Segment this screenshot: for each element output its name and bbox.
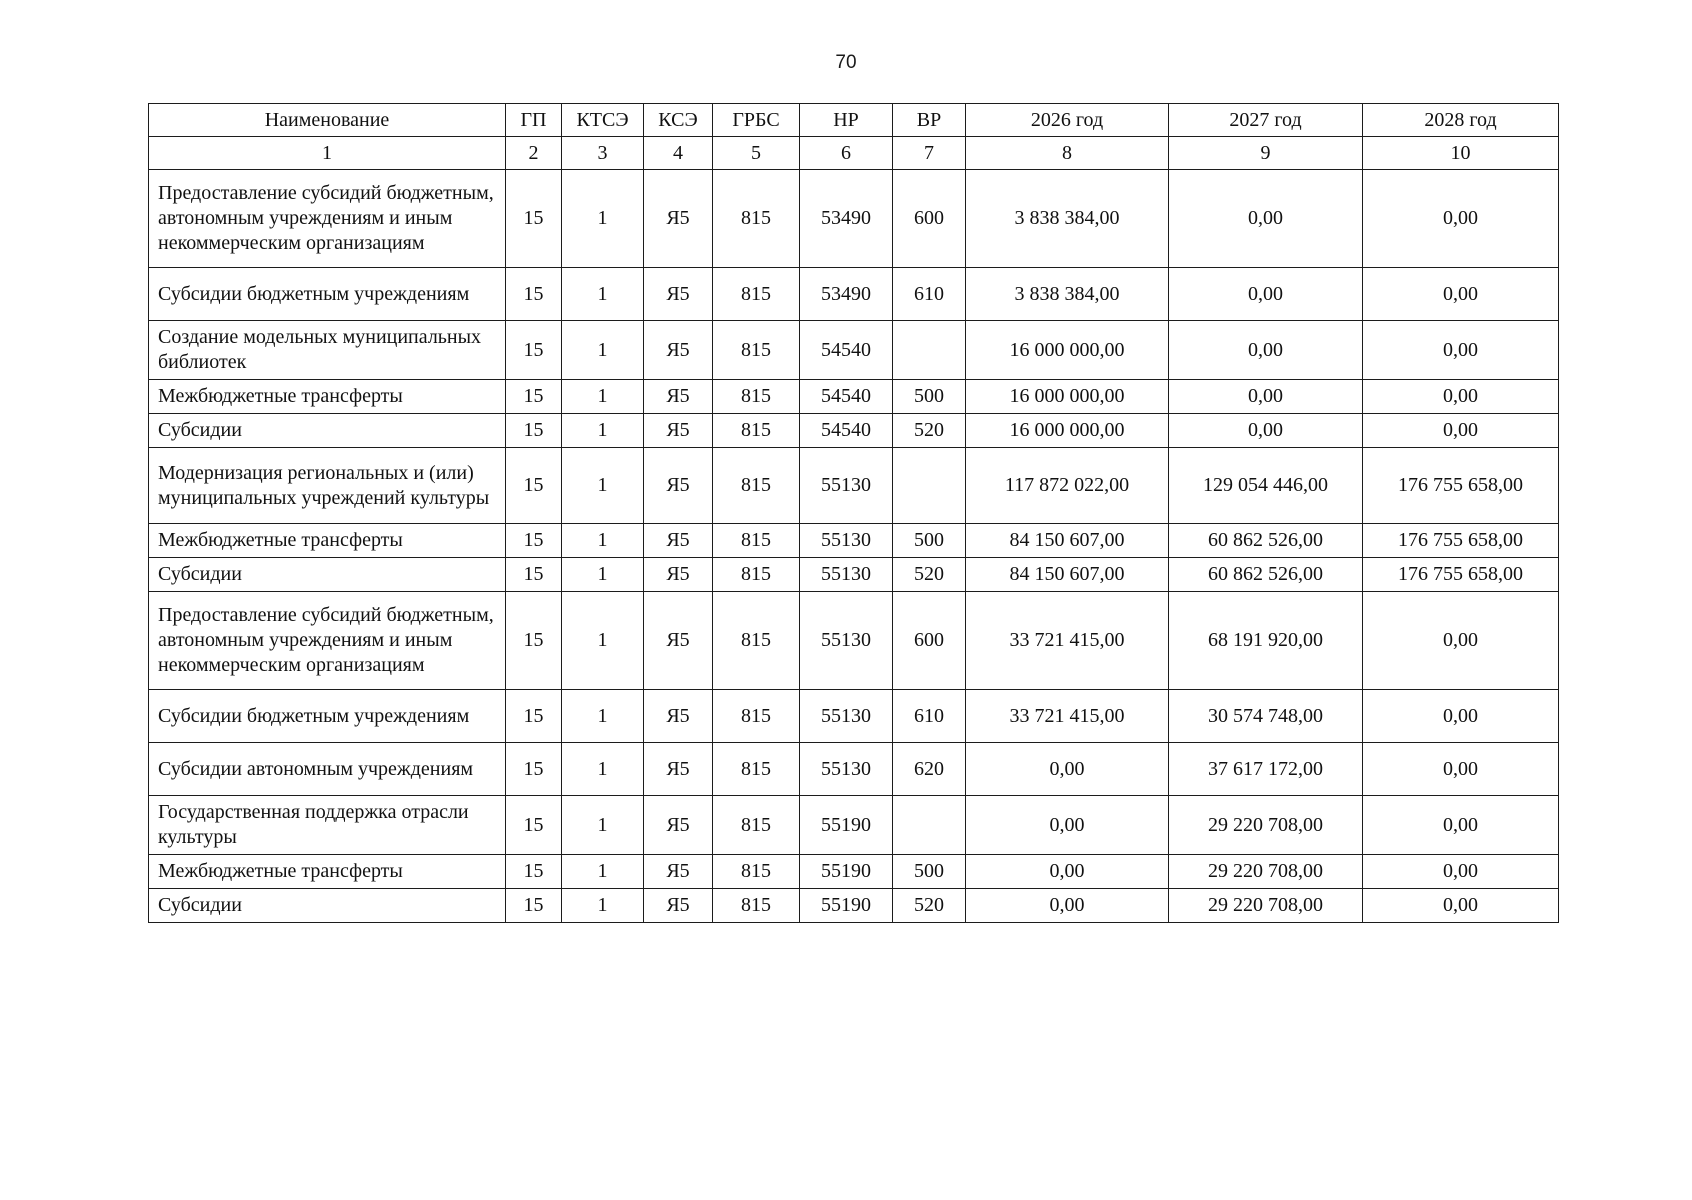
cell-2028: 176 755 658,00	[1363, 448, 1559, 524]
index-cell: 9	[1169, 137, 1363, 170]
cell-gp: 15	[506, 690, 562, 743]
cell-name: Субсидии	[149, 889, 506, 923]
cell-ktse: 1	[562, 690, 644, 743]
cell-grbs: 815	[713, 796, 800, 855]
cell-2028: 0,00	[1363, 592, 1559, 690]
cell-nr: 54540	[800, 380, 893, 414]
cell-ktse: 1	[562, 558, 644, 592]
table-header	[149, 104, 1559, 137]
cell-2028: 176 755 658,00	[1363, 558, 1559, 592]
header-cell-gp: ГП	[506, 104, 562, 137]
cell-name: Создание модельных муниципальных библиотек	[149, 321, 506, 380]
cell-kse: Я5	[644, 743, 713, 796]
cell-grbs: 815	[713, 592, 800, 690]
cell-2026: 3 838 384,00	[966, 170, 1169, 268]
cell-nr: 55190	[800, 796, 893, 855]
cell-2028: 0,00	[1363, 321, 1559, 380]
cell-nr: 55130	[800, 690, 893, 743]
cell-name: Предоставление субсидий бюджетным, автономным учреждениям и иным некоммерческим организациям	[149, 592, 506, 690]
table-row	[149, 592, 1559, 690]
cell-kse: Я5	[644, 268, 713, 321]
cell-gp: 15	[506, 524, 562, 558]
table-row	[149, 170, 1559, 268]
cell-2028: 0,00	[1363, 268, 1559, 321]
cell-2028: 0,00	[1363, 855, 1559, 889]
cell-2026: 16 000 000,00	[966, 414, 1169, 448]
cell-ktse: 1	[562, 889, 644, 923]
header-cell-grbs: ГРБС	[713, 104, 800, 137]
table-row	[149, 558, 1559, 592]
cell-gp: 15	[506, 268, 562, 321]
cell-kse: Я5	[644, 855, 713, 889]
cell-2028: 0,00	[1363, 380, 1559, 414]
cell-nr: 53490	[800, 268, 893, 321]
header-cell-2028: 2028 год	[1363, 104, 1559, 137]
cell-kse: Я5	[644, 524, 713, 558]
cell-nr: 55190	[800, 889, 893, 923]
index-cell: 4	[644, 137, 713, 170]
cell-ktse: 1	[562, 170, 644, 268]
cell-vr: 520	[893, 414, 966, 448]
cell-kse: Я5	[644, 889, 713, 923]
table-row	[149, 690, 1559, 743]
cell-kse: Я5	[644, 170, 713, 268]
cell-name: Субсидии бюджетным учреждениям	[149, 690, 506, 743]
index-cell: 2	[506, 137, 562, 170]
cell-vr: 500	[893, 380, 966, 414]
cell-grbs: 815	[713, 558, 800, 592]
page-number: 70	[835, 52, 857, 73]
cell-gp: 15	[506, 889, 562, 923]
cell-2027: 0,00	[1169, 380, 1363, 414]
cell-2028: 0,00	[1363, 170, 1559, 268]
cell-nr: 55130	[800, 448, 893, 524]
index-cell: 8	[966, 137, 1169, 170]
cell-2027: 29 220 708,00	[1169, 796, 1363, 855]
cell-kse: Я5	[644, 321, 713, 380]
cell-grbs: 815	[713, 380, 800, 414]
index-cell: 1	[149, 137, 506, 170]
cell-vr: 600	[893, 592, 966, 690]
column-index-row	[149, 137, 1559, 170]
cell-name: Субсидии	[149, 414, 506, 448]
cell-kse: Я5	[644, 592, 713, 690]
cell-gp: 15	[506, 448, 562, 524]
cell-nr: 54540	[800, 414, 893, 448]
index-cell: 3	[562, 137, 644, 170]
cell-2027: 29 220 708,00	[1169, 855, 1363, 889]
header-cell-2026: 2026 год	[966, 104, 1169, 137]
table-row	[149, 855, 1559, 889]
cell-grbs: 815	[713, 690, 800, 743]
cell-2027: 30 574 748,00	[1169, 690, 1363, 743]
cell-2026: 33 721 415,00	[966, 690, 1169, 743]
cell-ktse: 1	[562, 743, 644, 796]
cell-ktse: 1	[562, 855, 644, 889]
cell-vr: 600	[893, 170, 966, 268]
cell-2026: 3 838 384,00	[966, 268, 1169, 321]
cell-ktse: 1	[562, 592, 644, 690]
cell-nr: 55130	[800, 524, 893, 558]
cell-gp: 15	[506, 558, 562, 592]
cell-grbs: 815	[713, 889, 800, 923]
cell-nr: 54540	[800, 321, 893, 380]
cell-2027: 37 617 172,00	[1169, 743, 1363, 796]
cell-vr: 520	[893, 558, 966, 592]
cell-name: Межбюджетные трансферты	[149, 380, 506, 414]
cell-2026: 84 150 607,00	[966, 524, 1169, 558]
cell-2027: 29 220 708,00	[1169, 889, 1363, 923]
cell-grbs: 815	[713, 414, 800, 448]
cell-name: Межбюджетные трансферты	[149, 524, 506, 558]
cell-2028: 0,00	[1363, 743, 1559, 796]
cell-gp: 15	[506, 796, 562, 855]
index-cell: 5	[713, 137, 800, 170]
cell-vr	[893, 321, 966, 380]
table-row	[149, 321, 1559, 380]
table-row	[149, 796, 1559, 855]
header-cell-vr: ВР	[893, 104, 966, 137]
cell-ktse: 1	[562, 524, 644, 558]
cell-2028: 0,00	[1363, 690, 1559, 743]
cell-gp: 15	[506, 592, 562, 690]
cell-2027: 68 191 920,00	[1169, 592, 1363, 690]
cell-ktse: 1	[562, 380, 644, 414]
table-row	[149, 414, 1559, 448]
cell-name: Субсидии автономным учреждениям	[149, 743, 506, 796]
header-cell-name: Наименование	[149, 104, 506, 137]
cell-nr: 55190	[800, 855, 893, 889]
index-cell: 10	[1363, 137, 1559, 170]
cell-grbs: 815	[713, 321, 800, 380]
cell-gp: 15	[506, 170, 562, 268]
table-row	[149, 743, 1559, 796]
cell-2026: 84 150 607,00	[966, 558, 1169, 592]
cell-grbs: 815	[713, 170, 800, 268]
header-cell-nr: НР	[800, 104, 893, 137]
cell-name: Субсидии бюджетным учреждениям	[149, 268, 506, 321]
table-row	[149, 889, 1559, 923]
cell-kse: Я5	[644, 414, 713, 448]
cell-vr: 500	[893, 855, 966, 889]
cell-2026: 117 872 022,00	[966, 448, 1169, 524]
cell-name: Модернизация региональных и (или) муниципальных учреждений культуры	[149, 448, 506, 524]
budget-table	[148, 103, 1559, 923]
cell-vr	[893, 796, 966, 855]
cell-nr: 53490	[800, 170, 893, 268]
cell-2027: 0,00	[1169, 321, 1363, 380]
header-cell-ktse: КТСЭ	[562, 104, 644, 137]
cell-name: Государственная поддержка отрасли культуры	[149, 796, 506, 855]
cell-gp: 15	[506, 414, 562, 448]
table-row	[149, 380, 1559, 414]
cell-kse: Я5	[644, 558, 713, 592]
cell-grbs: 815	[713, 524, 800, 558]
cell-2026: 16 000 000,00	[966, 380, 1169, 414]
cell-grbs: 815	[713, 743, 800, 796]
cell-name: Межбюджетные трансферты	[149, 855, 506, 889]
cell-kse: Я5	[644, 796, 713, 855]
cell-2026: 0,00	[966, 743, 1169, 796]
cell-vr: 610	[893, 268, 966, 321]
cell-ktse: 1	[562, 414, 644, 448]
cell-2028: 0,00	[1363, 796, 1559, 855]
cell-2027: 129 054 446,00	[1169, 448, 1363, 524]
cell-nr: 55130	[800, 558, 893, 592]
cell-vr: 500	[893, 524, 966, 558]
table-row	[149, 268, 1559, 321]
cell-gp: 15	[506, 321, 562, 380]
cell-grbs: 815	[713, 268, 800, 321]
cell-2027: 0,00	[1169, 414, 1363, 448]
cell-2026: 0,00	[966, 889, 1169, 923]
cell-2028: 0,00	[1363, 889, 1559, 923]
header-cell-2027: 2027 год	[1169, 104, 1363, 137]
cell-2028: 176 755 658,00	[1363, 524, 1559, 558]
cell-2026: 0,00	[966, 855, 1169, 889]
cell-2027: 60 862 526,00	[1169, 524, 1363, 558]
cell-ktse: 1	[562, 268, 644, 321]
table-row	[149, 448, 1559, 524]
table-row	[149, 524, 1559, 558]
cell-2026: 33 721 415,00	[966, 592, 1169, 690]
cell-gp: 15	[506, 743, 562, 796]
cell-vr: 520	[893, 889, 966, 923]
cell-ktse: 1	[562, 796, 644, 855]
cell-ktse: 1	[562, 448, 644, 524]
cell-gp: 15	[506, 380, 562, 414]
cell-kse: Я5	[644, 448, 713, 524]
cell-kse: Я5	[644, 380, 713, 414]
cell-name: Предоставление субсидий бюджетным, автономным учреждениям и иным некоммерческим организациям	[149, 170, 506, 268]
cell-2027: 60 862 526,00	[1169, 558, 1363, 592]
cell-2027: 0,00	[1169, 170, 1363, 268]
cell-2026: 0,00	[966, 796, 1169, 855]
cell-gp: 15	[506, 855, 562, 889]
cell-grbs: 815	[713, 855, 800, 889]
cell-kse: Я5	[644, 690, 713, 743]
cell-2028: 0,00	[1363, 414, 1559, 448]
cell-ktse: 1	[562, 321, 644, 380]
table-body	[149, 137, 1559, 923]
header-cell-kse: КСЭ	[644, 104, 713, 137]
index-cell: 6	[800, 137, 893, 170]
cell-2027: 0,00	[1169, 268, 1363, 321]
cell-name: Субсидии	[149, 558, 506, 592]
index-cell: 7	[893, 137, 966, 170]
cell-grbs: 815	[713, 448, 800, 524]
cell-nr: 55130	[800, 592, 893, 690]
cell-vr: 610	[893, 690, 966, 743]
cell-vr	[893, 448, 966, 524]
cell-nr: 55130	[800, 743, 893, 796]
cell-vr: 620	[893, 743, 966, 796]
header-row	[149, 104, 1559, 137]
cell-2026: 16 000 000,00	[966, 321, 1169, 380]
